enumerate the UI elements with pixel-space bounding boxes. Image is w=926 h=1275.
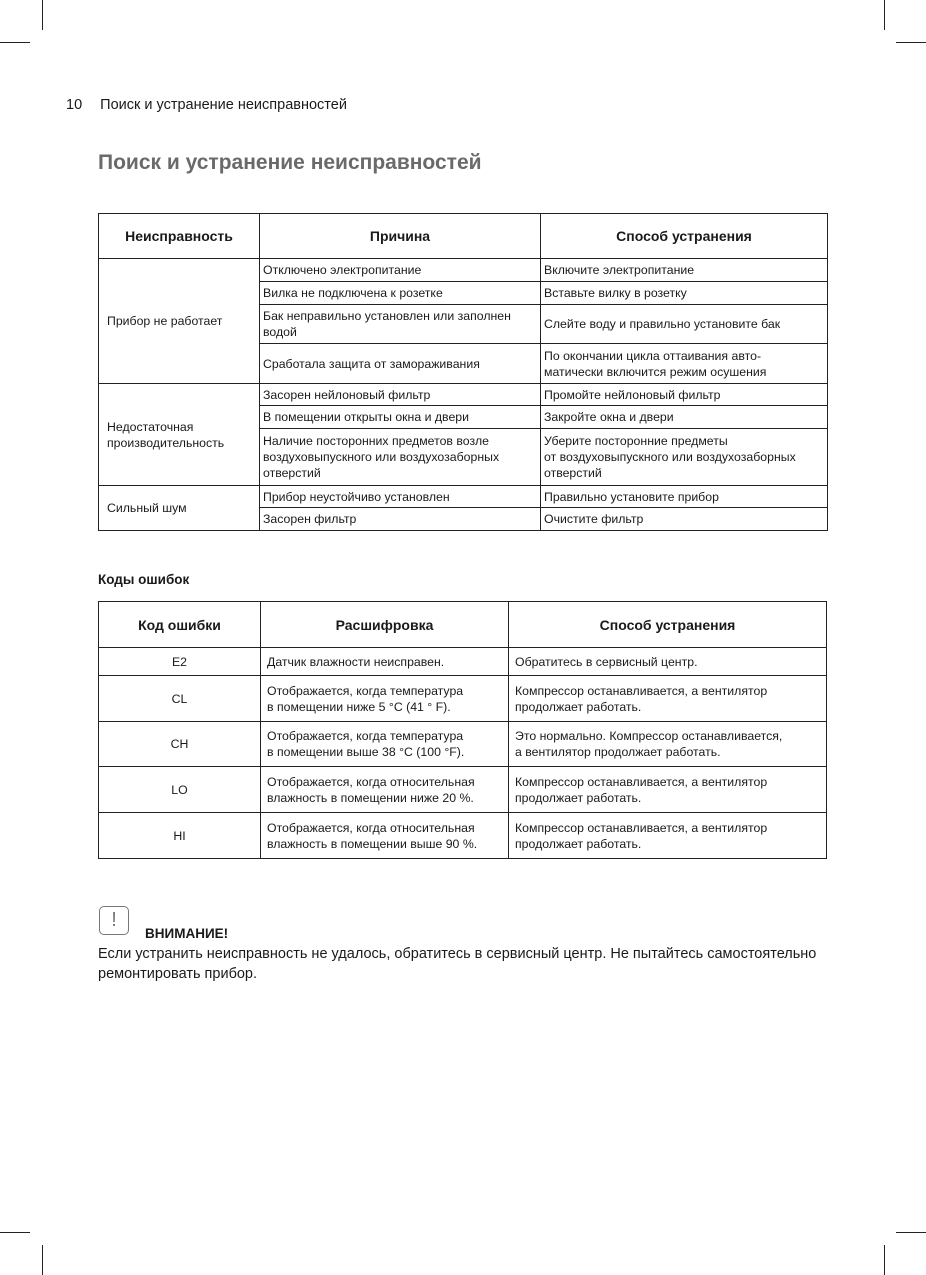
table-row xyxy=(99,486,828,508)
remedy-cell: Очистите фильтр xyxy=(541,508,828,531)
remedy-cell: Слейте воду и правильно установите бак xyxy=(541,305,828,344)
table-header-row xyxy=(99,214,828,259)
remedy-cell: Правильно установите прибор xyxy=(541,486,828,508)
error-codes-table xyxy=(98,601,827,859)
page-title: Поиск и устранение неисправностей xyxy=(98,151,482,174)
meaning-cell: Отображается, когда относительная влажность в помещении выше 90 %. xyxy=(261,813,509,859)
error-code-cell: CH xyxy=(99,722,261,767)
crop-mark xyxy=(896,1232,926,1233)
table-header-row xyxy=(99,602,827,648)
warning-text: Если устранить неисправность не удалось, обратитесь в сервисный центр. Не пытайтесь самостоятельно ремонтировать прибор. xyxy=(98,946,817,982)
troubleshooting-table xyxy=(98,213,828,531)
meaning-cell: Отображается, когда температура в помещении ниже 5 °C (41 ° F). xyxy=(261,676,509,722)
remedy-cell: По окончании цикла оттаивания авто- матически включится режим осушения xyxy=(541,344,828,384)
remedy-cell: Вставьте вилку в розетку xyxy=(541,282,828,305)
cause-cell: Засорен фильтр xyxy=(260,508,541,531)
meaning-cell: Отображается, когда относительная влажность в помещении ниже 20 %. xyxy=(261,767,509,813)
cause-cell: Сработала защита от замораживания xyxy=(260,344,541,384)
column-header: Расшифровка xyxy=(261,602,509,648)
crop-mark xyxy=(884,0,885,30)
section-name: Поиск и устранение неисправностей xyxy=(100,97,347,113)
remedy-cell: Закройте окна и двери xyxy=(541,406,828,429)
cause-cell: Наличие посторонних предметов возле воздуховыпускного или воздухозаборных отверстий xyxy=(260,429,541,486)
error-code-cell: LO xyxy=(99,767,261,813)
table-row xyxy=(99,722,827,767)
crop-mark xyxy=(42,0,43,30)
column-header: Причина xyxy=(260,214,541,259)
problem-cell: Недостаточная производительность xyxy=(99,384,260,486)
remedy-cell: Это нормально. Компрессор останавливается, а вентилятор продолжает работать. xyxy=(509,722,827,767)
crop-mark xyxy=(0,42,30,43)
remedy-cell: Включите электропитание xyxy=(541,259,828,282)
error-codes-heading: Коды ошибок xyxy=(98,572,190,587)
cause-cell: Засорен нейлоновый фильтр xyxy=(260,384,541,406)
problem-cell: Сильный шум xyxy=(99,486,260,531)
table-row xyxy=(99,767,827,813)
remedy-cell: Обратитесь в сервисный центр. xyxy=(509,648,827,676)
column-header: Способ устранения xyxy=(541,214,828,259)
page-header xyxy=(66,97,347,113)
remedy-cell: Компрессор останавливается, а вентилятор продолжает работать. xyxy=(509,767,827,813)
cause-cell: Бак неправильно установлен или заполнен водой xyxy=(260,305,541,344)
crop-mark xyxy=(896,42,926,43)
crop-mark xyxy=(0,1232,30,1233)
column-header: Способ устранения xyxy=(509,602,827,648)
meaning-cell: Отображается, когда температура в помещении выше 38 °C (100 °F). xyxy=(261,722,509,767)
cause-cell: Отключено электропитание xyxy=(260,259,541,282)
cause-cell: Вилка не подключена к розетке xyxy=(260,282,541,305)
remedy-cell: Промойте нейлоновый фильтр xyxy=(541,384,828,406)
remedy-cell: Уберите посторонние предметы от воздуховыпускного или воздухозаборных отверстий xyxy=(541,429,828,486)
meaning-cell: Датчик влажности неисправен. xyxy=(261,648,509,676)
crop-mark xyxy=(884,1245,885,1275)
remedy-cell: Компрессор останавливается, а вентилятор продолжает работать. xyxy=(509,813,827,859)
table-row xyxy=(99,813,827,859)
remedy-cell: Компрессор останавливается, а вентилятор продолжает работать. xyxy=(509,676,827,722)
table-row xyxy=(99,259,828,282)
warning-title: ВНИМАНИЕ! xyxy=(145,926,229,941)
cause-cell: Прибор неустойчиво установлен xyxy=(260,486,541,508)
table-row xyxy=(99,648,827,676)
error-code-cell: E2 xyxy=(99,648,261,676)
error-code-cell: HI xyxy=(99,813,261,859)
exclamation-icon: ! xyxy=(99,906,129,935)
table-row xyxy=(99,676,827,722)
cause-cell: В помещении открыты окна и двери xyxy=(260,406,541,429)
crop-mark xyxy=(42,1245,43,1275)
error-code-cell: CL xyxy=(99,676,261,722)
column-header: Код ошибки xyxy=(99,602,261,648)
page-number: 10 xyxy=(66,97,83,113)
table-row xyxy=(99,384,828,406)
column-header: Неисправность xyxy=(99,214,260,259)
problem-cell: Прибор не работает xyxy=(99,259,260,384)
